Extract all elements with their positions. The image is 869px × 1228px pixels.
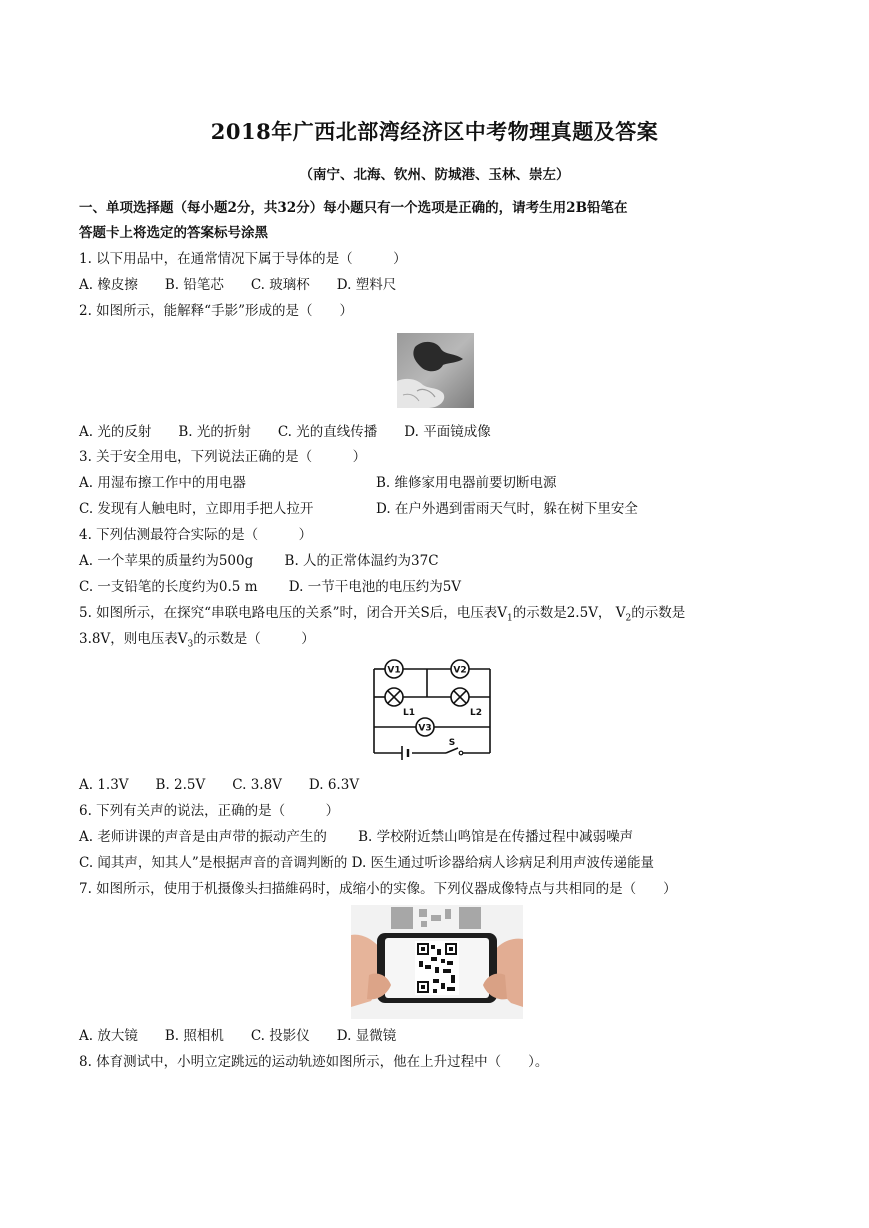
q5-stem-line2: 3.8V，则电压表$V_3$的示数是（ ） <box>79 631 315 650</box>
q1-stem: 1. 以下用品中，在通常情况下属于导体的是（ ） <box>79 251 407 267</box>
voltmeter-v2-label: V2 <box>453 665 467 676</box>
switch-s-label: S <box>448 738 456 748</box>
q6-options-line1: A. 老师讲课的声音是由声带的振动产生的 B. 学校附近禁山鸣馆是在传播过程中减弱噪声 <box>79 829 634 845</box>
series-circuit-diagram <box>366 655 498 767</box>
q2-stem: 2. 如图所示，能解释“手影”形成的是（ ） <box>79 303 353 319</box>
qr-scan-phone-image <box>351 905 523 1019</box>
lamp-l2-label: L2 <box>470 708 482 718</box>
page-subtitle: （南宁、北海、钦州、防城港、玉林、崇左） <box>299 167 570 183</box>
q4-stem: 4. 下列估测最符合实际的是（ ） <box>79 527 313 543</box>
q1-options: A. 橡皮擦 B. 铅笔芯 C. 玻璃杯 D. 塑料尺 <box>79 277 397 293</box>
q3-option-a: A. 用湿布擦工作中的用电器 <box>79 475 246 491</box>
q3-option-c: C. 发现有人触电时，立即用手把人拉开 <box>79 501 314 517</box>
q8-stem: 8. 体育测试中，小明立定跳远的运动轨迹如图所示，他在上升过程中（ ）。 <box>79 1054 549 1070</box>
q3-option-b: B. 维修家用电器前要切断电源 <box>376 475 557 491</box>
voltmeter-v1-label: V1 <box>387 665 401 676</box>
hand-shadow-image <box>397 333 474 408</box>
q7-stem: 7. 如图所示，使用于机摄像头扫描維码时，成缩小的实像。下列仪器成像特点与共相同的是（ ） <box>79 881 677 897</box>
page-title: 2018年广西北部湾经济区中考物理真题及答案 <box>210 119 659 144</box>
q5-options: A. 1.3V B. 2.5V C. 3.8V D. 6.3V <box>79 777 360 793</box>
q2-options: A. 光的反射 B. 光的折射 C. 光的直线传播 D. 平面镜成像 <box>79 424 491 440</box>
section-heading-line2: 答题卡上将选定的答案标号涂黑 <box>79 225 268 241</box>
section-heading-line1: 一、单项选择题（每小题2分，共32分）每小题只有一个选项是正确的，请考生用2B铅笔在 <box>79 200 628 216</box>
lamp-l1-label: L1 <box>403 708 415 718</box>
q3-option-d: D. 在户外遇到雷雨天气时，躲在树下里安全 <box>376 501 638 517</box>
q3-stem: 3. 关于安全用电，下列说法正确的是（ ） <box>79 449 367 465</box>
q5-stem-line1: 5. 如图所示，在探究“串联电路电压的关系”时，闭合开关S后，电压表$V_1$的示数是2.5V， $V_2$的示数是 <box>79 605 686 624</box>
q7-options: A. 放大镜 B. 照相机 C. 投影仪 D. 显微镜 <box>79 1028 397 1044</box>
q4-options-line2: C. 一支铅笔的长度约为0.5 m D. 一节干电池的电压约为5V <box>79 579 462 595</box>
q6-options-line2: C. 闻其声，知其人”是根据声音的音调判断的 D. 医生通过听诊器给病人诊病足利用声波传递能量 <box>79 855 655 871</box>
voltmeter-v3-label: V3 <box>418 723 432 734</box>
q4-options-line1: A. 一个苹果的质量约为500g B. 人的正常体温约为37C <box>79 553 439 569</box>
q6-stem: 6. 下列有关声的说法，正确的是（ ） <box>79 803 340 819</box>
